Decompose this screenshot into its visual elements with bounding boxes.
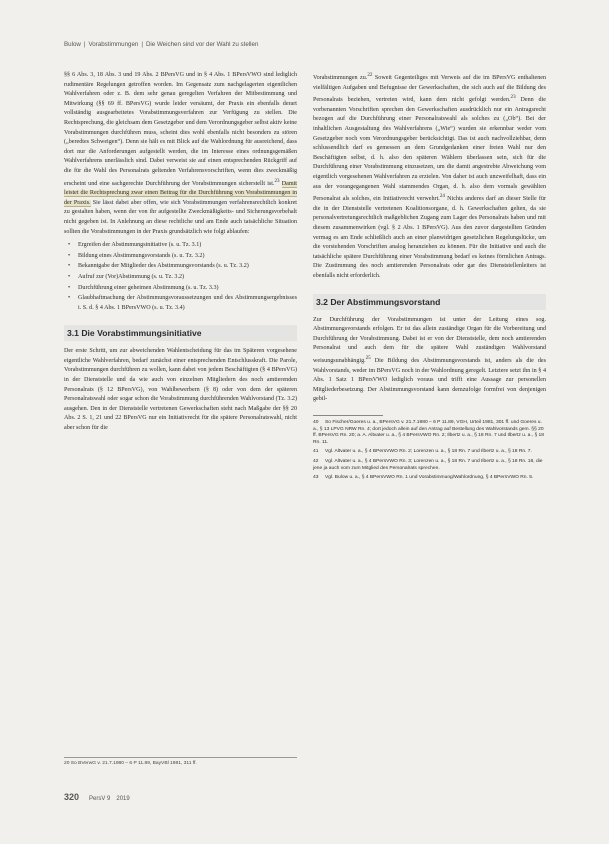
footnote-divider	[313, 415, 383, 416]
highlighted-text: Damit leistet die Rechtsprechung zwar einen Beitrag für die Durchführung von Vorabstimmungen in der Praxis.	[64, 180, 297, 206]
journal-year: 2019	[116, 796, 130, 802]
list-item	[68, 273, 297, 283]
section-3-2-paragraph	[313, 316, 546, 405]
footnote-text: Vgl. Bulow u. a., § 4 BPersVWO Rn. 1 und Vorabstimmung/Wahlordnung, § 4 BPersVWO Rn. 5.	[325, 475, 534, 481]
para-text: Zur Durchführung der Vorabstimmungen ist unter der Leitung eines sog. Abstimmungsvorstands erfolgen. Er ist das allein zuständige Organ für die Vorbereitung und Durchführung der Vorabstimmung. Dabei ist er von der Dienststelle, dem noch amtierenden Personalrat und auch dem für die spätere Wahl zuständigen Wahlvorstand weisungsunabhängig.	[313, 316, 546, 364]
list-item-text: Bildung eines Abstimmungsvorstands (s. u. Tz. 3.2)	[78, 252, 205, 259]
footnote-ref: 23	[274, 177, 280, 184]
section-heading-3-1: 3.1 Die Vorabstimmungsinitiative	[64, 325, 297, 341]
running-header: Bulow | Vorabstimmungen | Die Weichen sind vor der Wahl zu stellen	[64, 41, 259, 48]
bullet-icon: •	[68, 263, 71, 270]
header-author: Bulow	[64, 41, 81, 48]
footnote	[313, 420, 546, 446]
list-item	[68, 294, 297, 313]
footnote-ref: 23	[510, 94, 516, 101]
footnote-ref: 22	[367, 72, 373, 78]
intro-paragraph	[64, 71, 297, 237]
journal-name: PersV 9	[89, 796, 111, 802]
list-item	[68, 241, 297, 251]
bullet-icon: •	[68, 284, 71, 291]
footnote	[313, 475, 546, 482]
right-paragraph	[313, 71, 546, 282]
footnote	[313, 459, 546, 472]
footnote-text: 20 So BVerwG v. 21.7.1980 – 6 P 11.89, BayVBl 1981, 311 ff.	[64, 761, 197, 766]
list-item-text: Ergreifen der Abstimmungsinitiative (s. u. Tz. 3.1)	[78, 242, 202, 249]
bullet-icon: •	[68, 252, 71, 259]
footnote-number: 43	[313, 475, 319, 481]
page-footer	[64, 792, 130, 802]
footnote-ref: 25	[365, 354, 371, 361]
footnote-text: Vgl. Altvater u. a., § 4 BPersVWO Rn. 2; Lorenzen u. a., § 18 Rn. 7 und Ilbertz u. a., § 18 Rn. 7.	[325, 449, 532, 455]
para-text: Vorabstimmungen zu.	[313, 75, 368, 82]
section-heading-3-2: 3.2 Der Abstimmungsvorstand	[313, 294, 546, 310]
footnote-text: Vgl. Altvater u. a., § 4 BPersVWO Rn. 3; Lorenzen u. a., § 18 Rn. 7 und Ilbertz u. a., § 18 Rn. 18, die jene ja auch vom zum Mitglied des Personalrats sprechen.	[313, 458, 543, 471]
list-item-text: Aufruf zur (Vor)Abstimmung (s. u. Tz. 3.2)	[78, 273, 185, 280]
list-item	[68, 262, 297, 272]
footnote-number: 41	[313, 449, 319, 455]
footnote-text: So Fischer/Goeres u. a., BPersVG v. 21.7.1980 – 6 P 11.89, VGH, Urteil 1981, 301 ff. und Goeres u. a., § 13 LPVG NRW Rn. 4; dort jedoch allein auf den Antrag auf Bestellung des Wahlvorstands gem. §§ 20 ff. BPersVG Rn. 20; a. A. Altvater u. a., § 4 BPersVWO Rn. 2; Ilbertz u. a., § 18 Rn. 7 und Ilbertz u. a., § 18 Rn. 11.	[313, 419, 544, 445]
list-item-text: Bekanntgabe der Mitglieder des Abstimmungsvorstands (s. u. Tz. 3.2)	[78, 263, 249, 270]
bullet-icon: •	[68, 273, 71, 280]
list-item	[68, 252, 297, 262]
right-column	[313, 71, 546, 485]
procedure-list	[64, 241, 297, 313]
list-item	[68, 284, 297, 294]
intro-rest-text: Sie lässt dabei aber offen, wie sich Vorabstimmungen verfahrensrechtlich konkret zu gestalten haben, wenn der von ihr aufgestellte Zweckmäßigkeits- und Sicherungsvorbehalt nicht gegeben ist. In Anlehnung an diese rechtliche und am Ende auch tatsächliche Situation sollten die Vorabstimmungen in der Praxis grundsätzlich wie folgt ablaufen:	[64, 199, 297, 235]
footnote-divider	[64, 757, 297, 758]
list-item-text: Glaubhaftmachung der Abstimmungsvoraussetzungen und des Abstimmungsergebnisses i. S. d. § 4 Abs. 1 BPersVWO (s. u. Tz. 3.4)	[78, 295, 297, 311]
intro-text: §§ 6 Abs. 3, 18 Abs. 3 und 19 Abs. 2 BPersVG und in § 4 Abs. 1 BPersVWO sind lediglich rudimentäre Regelungen getroffen worden. Im Gegensatz zum nachgelagerten eigentlichen Wahlverfahren oder z. B. dem sehr genau geregelten Verfahren der Mitbestimmung und Mitwirkung (§§ 69 ff. BPersVG) wurde leider versäumt, der Praxis ein ebenfalls derart vollständig ausgearbeitetes Vorabstimmungsverfahren zur Verfügung zu stellen. Die Rechtsprechung, die gleichsam dem Gesetzgeber und dem Verordnungsgeber selbst aktiv keine Vorabstimmungen durchführen muss, scheint dies wohl ebenfalls nicht besonders zu stören („beredtes Schweigen“). Denn sie hält es mit Blick auf die Wahlordnung für ausreichend, dass dort nur die Anforderungen aufgestellt werden, die im Interesse eines ordnungsgemäßen Wahlverfahrens unerlässlich sind. Dabei verweist sie auf einen entsprechenden Rückgriff auf die für die Wahl des Personalrats geltenden Verfahrensvorschriften, wenn dies zweckmäßig erscheint und eine sachgerechte Durchführung der Vorabstimmungen sicherstellt ist.	[64, 72, 297, 187]
footnote-number: 42	[313, 458, 319, 464]
left-footnote	[64, 757, 297, 766]
footnote-ref: 24	[439, 193, 445, 200]
bullet-icon: •	[68, 242, 71, 249]
header-title: Die Weichen sind vor der Wahl zu stellen	[145, 41, 259, 48]
list-item-text: Durchführung einer geheimen Abstimmung (s. u. Tz. 3.3)	[78, 284, 219, 291]
left-column	[64, 71, 297, 434]
header-section: Vorabstimmungen	[88, 41, 139, 48]
para-text: Nichts anderes darf an dieser Stelle für die in der Dienststelle vertretenen Koalitionsorgane, d. h. Gewerkschaften gelten, da sie personalvertretungsrechtlich maßgeblichen Zugang zum Lager des Personalrats haben und mit diesem zusammenwirken (vgl. § 2 Abs. 1 BPersVG). Aus den zuvor dargestellten Gründen vermag es am Ende schließlich auch an einer planwidrigen gesetzlichen Regelungslücke, um die vorstehenden Vorschriften analog heranziehen zu können. Für die Initiative und auch die tatsächliche spätere Durchführung einer Vorabstimmung bedarf es keines förmlichen Antrags. Die Zustimmung des noch amtierenden Personalrats oder gar des Dienststellenleiters ist ebenfalls nicht erforderlich.	[313, 196, 546, 279]
para-text: Denn die vorbenannten Vorschriften sprechen den Gewerkschaften ausdrücklich nur ein Antragsrecht bezogen auf die Durchführung einer Personalratswahl als solches zu („Ob“). Bei der inhaltlichen Ausgestaltung des Wahlverfahrens („Wie“) wurden sie erkennbar weder vom Gesetzgeber noch vom Verordnungsgeber berücksichtigt. Das ist auch nachvollziehbar, denn schlussendlich darf es gemessen an dem Grundgedanken einer freien Wahl nur den Beschäftigten selbst, d. h. also den späteren Wählern überlassen sein, sich für die Durchführung einer Vorabstimmung einzusetzen, um die damit angestrebte Abweichung vom eigentlich vorgesehenen Wahlverfahren zu erzielen. Von daher ist auch unzweifelhaft, dass ein aus der vorangegangenen Wahl stammendes Organ, d. h. also dem vormals gewählten Personalrat als solches, ein Initiativrecht verwehrt.	[313, 97, 547, 203]
footnote-number: 40	[313, 419, 319, 425]
footnote	[313, 449, 546, 456]
page-number: 320	[64, 792, 80, 802]
para-text: Soweit Gegenteiliges mit Verweis auf die im BPersVG enthaltenen vielfältigen Aufgaben und Befugnisse der Gewerkschaften, die sich auch auf die Bildung des Personalrats beziehen, vertreten wird, kann dem nicht gefolgt werden.	[313, 75, 547, 104]
bullet-icon: •	[68, 295, 71, 302]
para-text: Die Bildung des Abstimmungsvorstands ist, anders als die des Wahlvorstands, weder im BPersVG noch in der Wahlordnung geregelt. Letztere setzt ihn in § 4 Abs. 1 Satz 1 BPersVWO lediglich voraus und trifft eine Aussage zur personellen Mitgliederbesetzung. Der Abstimmungsvorstand kann demzufolge formfrei von denjenigen gebil-	[313, 357, 546, 403]
section-3-1-paragraph: Der erste Schritt, um zur abweichenden Wahlentscheidung für das im Späteren vorgesehene eigentliche Wahlverfahren, bedarf zunächst einer entsprechenden Entschlusskraft. Die Parole, Vorabstimmungen durchführen zu wollen, kann dabei von jedem Beschäftigten (§ 4 BPersVG) in der Dienststelle und da wie auch von einzelnen Mitgliedern des noch amtierenden Personalrats (§ 12 BPersVG), von Wahlbewerbern (§ 8) oder von dem der späteren Personalratswahl oder sogar schon die Vorabstimmung durchführenden Wahlvorstand (Tz. 3.2) ausgehen. Den in der Dienststelle vertretenen Gewerkschaften steht nach Maßgabe der §§ 20 Abs. 2 S. 1, 21 und 22 BPersVG nur ein Initiativrecht für die spätere Personalratswahl, nicht aber schon für die	[64, 348, 297, 432]
